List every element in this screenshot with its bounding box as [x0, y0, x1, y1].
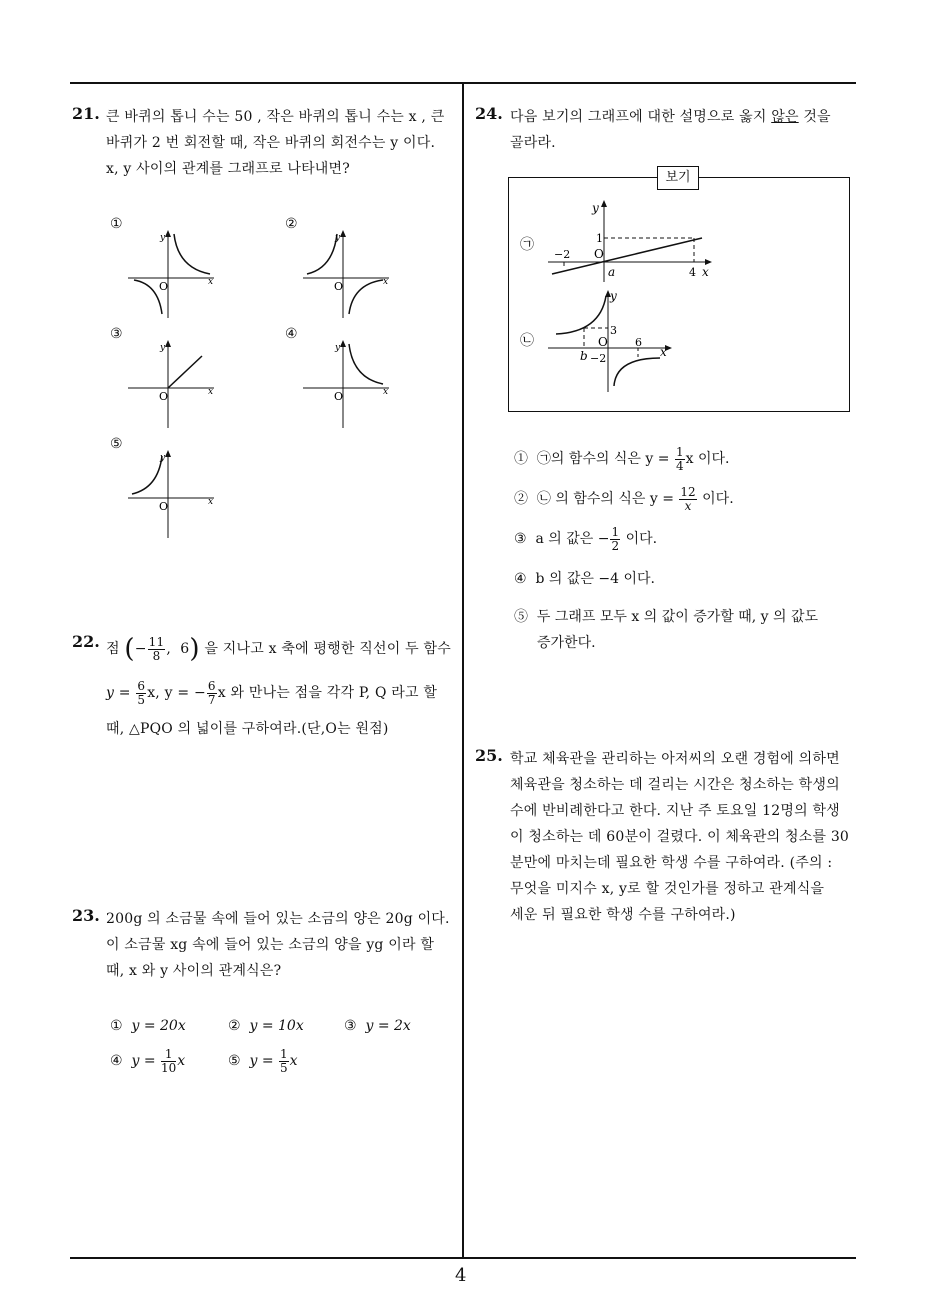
q24-option-4[interactable]: [514, 568, 655, 588]
q22-line-2: [106, 680, 437, 706]
q21-g1-origin: O: [159, 280, 169, 293]
q24-opt3-num: 1: [611, 525, 620, 539]
q23-opt2-text: y = 10x: [249, 1018, 304, 1034]
q24-opt3-text-a: a 의 값은 −: [535, 531, 610, 548]
q22-number: 22.: [72, 632, 100, 651]
q21-g4-x-label: x: [383, 387, 389, 397]
q22-f2-den: 7: [207, 692, 216, 707]
q23-opt2-mark: ②: [228, 1018, 241, 1034]
q21-graph-5: [128, 448, 218, 540]
q23-opt4-mark: ④: [110, 1053, 123, 1070]
q23-line-2: 이 소금물 xg 속에 들어 있는 소금의 양을 yg 이라 할: [106, 937, 435, 953]
q24-opt2-text-a: ㉡ 의 함수의 식은 y =: [536, 491, 674, 508]
q21-option-2-mark[interactable]: ②: [285, 216, 298, 232]
q23-line-3: 때, x 와 y 사이의 관계식은?: [106, 963, 282, 979]
q22-line-3: 때, △PQO 의 넓이를 구하여라.(단,O는 원점): [106, 721, 389, 737]
q23-opt4-tail: x: [177, 1053, 186, 1070]
q25-line-4: 이 청소하는 데 60분이 걸렸다. 이 체육관의 청소를 30: [510, 829, 850, 845]
q24-option-5-line-2: 증가한다.: [537, 635, 596, 651]
q22-line1-b: 을 지나고 x 축에 평행한 직선이 두 함수: [204, 641, 451, 657]
page-number: 4: [455, 1265, 467, 1286]
q24-opt5-mark: ⑤: [514, 609, 528, 625]
bottom-rule: [70, 1257, 856, 1259]
q22-line1-a: 점: [106, 641, 120, 657]
q23-option-5[interactable]: [228, 1048, 298, 1074]
q24-opt2-num: 12: [680, 485, 696, 499]
q24-opt2-mark: ②: [514, 491, 528, 508]
q24-g1-tick-y: 1: [596, 232, 603, 245]
q21-g5-y-label: y: [160, 453, 166, 463]
q21-g2-origin: O: [334, 280, 344, 293]
q24-line-1: [510, 106, 831, 126]
q21-graph-1: [128, 228, 218, 320]
q23-opt5-num: 1: [280, 1047, 288, 1061]
q24-opt1-text-a: ㉠의 함수의 식은 y =: [536, 451, 670, 468]
q22-f1-tail: x, y = −: [147, 685, 206, 702]
q21-graph-2: [303, 228, 393, 320]
q24-g1-y-label: y: [592, 201, 599, 215]
q22-f1-lhs: y =: [106, 685, 131, 702]
q24-g1-point-a: a: [608, 265, 616, 279]
q24-g1-tick-x-neg: −2: [554, 248, 571, 261]
q23-number: 23.: [72, 906, 100, 925]
q24-g1-x-label: x: [702, 265, 709, 279]
q24-option-2[interactable]: [514, 486, 734, 512]
q21-g1-x-label: x: [208, 277, 214, 287]
q24-opt5-text: 두 그래프 모두 x 의 값이 증가할 때, y 의 값도: [536, 609, 819, 625]
q24-bogi-label: 보기: [657, 166, 699, 190]
q24-number: 24.: [475, 104, 503, 123]
q24-opt1-den: 4: [675, 458, 684, 473]
q21-g3-x-label: x: [208, 387, 214, 397]
q23-option-2[interactable]: [228, 1018, 304, 1034]
q25-line-7: 세운 뒤 필요한 학생 수를 구하여라.): [510, 907, 736, 923]
q24-opt2-text-b: 이다.: [702, 491, 734, 508]
q25-line-2: 체육관을 청소하는 데 걸리는 시간은 청소하는 학생의: [510, 777, 840, 793]
q21-g2-x-label: x: [383, 277, 389, 287]
q23-opt4-lhs: y =: [131, 1053, 156, 1070]
q23-option-3[interactable]: [344, 1018, 411, 1034]
q24-g2-tick-x-pos: 6: [635, 336, 642, 349]
q21-line-2: 바퀴가 2 번 회전할 때, 작은 바퀴의 회전수는 y 이다.: [106, 135, 436, 151]
q21-g2-y-label: y: [335, 233, 341, 243]
q21-option-4-mark[interactable]: ④: [285, 326, 298, 342]
q21-number: 21.: [72, 104, 100, 123]
q21-option-3-mark[interactable]: ③: [110, 326, 123, 342]
q24-opt1-text-b: x 이다.: [685, 451, 730, 468]
q24-line1-underline: 않은: [771, 109, 799, 125]
q22-f1-den: 5: [137, 692, 146, 707]
q21-g3-origin: O: [159, 390, 169, 403]
q24-g2-y-label: y: [610, 289, 617, 303]
q23-line-1: 200g 의 소금물 속에 들어 있는 소금의 양은 20g 이다.: [106, 911, 450, 927]
q24-opt4-mark: ④: [514, 571, 527, 587]
q25-number: 25.: [475, 746, 503, 765]
q24-g2-point-b: b: [580, 349, 588, 363]
q24-line1-a: 다음 보기의 그래프에 대한 설명으로 옳지: [510, 109, 767, 125]
q24-graph2-mark: ㉡: [520, 333, 534, 349]
q22-f1-num: 6: [137, 679, 146, 693]
q21-g5-x-label: x: [208, 497, 214, 507]
q21-g4-y-label: y: [335, 343, 341, 353]
q24-opt3-text-b: 이다.: [625, 531, 658, 548]
q25-line-3: 수에 반비례한다고 한다. 지난 주 토요일 12명의 학생: [510, 803, 840, 819]
q23-opt5-lhs: y =: [249, 1053, 274, 1070]
q24-g1-origin: O: [594, 247, 604, 261]
q21-g5-origin: O: [159, 500, 169, 513]
q22-point-den: 8: [152, 648, 161, 663]
q21-option-1-mark[interactable]: ①: [110, 216, 123, 232]
q24-option-3[interactable]: [514, 526, 657, 552]
q24-opt1-num: 1: [675, 445, 684, 459]
q23-opt4-den: 10: [161, 1060, 177, 1075]
q23-opt5-den: 5: [280, 1060, 288, 1075]
q22-point-num: 11: [148, 634, 165, 649]
q23-option-4[interactable]: [110, 1048, 185, 1074]
q24-graph-2: [548, 286, 678, 396]
q24-option-5[interactable]: [514, 606, 818, 626]
q24-g2-tick-y-pos: 3: [610, 324, 617, 337]
column-divider: [462, 82, 464, 1258]
q21-g4-origin: O: [334, 390, 344, 403]
q22-line2-b: x 와 만나는 점을 각각 P, Q 라고 할: [217, 685, 438, 702]
q24-opt2-den: x: [684, 498, 692, 513]
q23-opt1-mark: ①: [110, 1018, 123, 1034]
q22-point-y: 6: [180, 641, 190, 657]
q23-opt5-tail: x: [289, 1053, 298, 1070]
q21-line-1: 큰 바퀴의 톱니 수는 50 , 작은 바퀴의 톱니 수는 x , 큰: [106, 109, 445, 125]
q24-opt3-den: 2: [611, 538, 620, 553]
q24-opt1-mark: ①: [514, 451, 528, 468]
q24-opt4-text: b 의 값은 −4 이다.: [535, 571, 655, 587]
q25-line-6: 무엇을 미지수 x, y로 할 것인가를 정하고 관계식을: [510, 881, 825, 897]
q23-opt1-text: y = 20x: [131, 1018, 186, 1034]
q24-graph-1: [548, 196, 718, 286]
q21-g3-y-label: y: [160, 343, 166, 353]
q24-g2-tick-y-neg: −2: [590, 352, 607, 365]
q24-line1-b: 것을: [803, 109, 831, 125]
q21-option-5-mark[interactable]: ⑤: [110, 436, 123, 452]
q25-line-5: 분만에 마치는데 필요한 학생 수를 구하여라. (주의 :: [510, 855, 833, 871]
q23-opt5-mark: ⑤: [228, 1053, 241, 1070]
q24-opt3-mark: ③: [514, 531, 527, 548]
q24-g1-tick-x-pos: 4: [689, 266, 696, 279]
q24-graph1-mark: ㉠: [520, 237, 534, 253]
q23-opt4-num: 1: [161, 1048, 176, 1062]
q22-f2-num: 6: [207, 679, 216, 693]
q24-option-1[interactable]: [514, 446, 729, 472]
q21-graph-4: [303, 338, 393, 430]
q25-line-1: 학교 체육관을 관리하는 아저씨의 오랜 경험에 의하면: [510, 751, 840, 767]
q22-line-1: 점 (− $\frac{11}{8}$ , 6) 을 지나고 x 축에 평행한 직선이 두 함수: [106, 634, 451, 664]
q23-opt3-mark: ③: [344, 1018, 357, 1034]
q24-g2-x-label: x: [660, 345, 667, 359]
q21-g1-y-label: y: [160, 233, 166, 243]
q24-line-2: 골라라.: [510, 135, 556, 151]
q23-option-1[interactable]: [110, 1018, 186, 1034]
q24-g2-origin: O: [598, 335, 608, 349]
q21-line-3: x, y 사이의 관계를 그래프로 나타내면?: [106, 161, 350, 177]
q21-graph-3: [128, 338, 218, 430]
q23-opt3-text: y = 2x: [365, 1018, 411, 1034]
